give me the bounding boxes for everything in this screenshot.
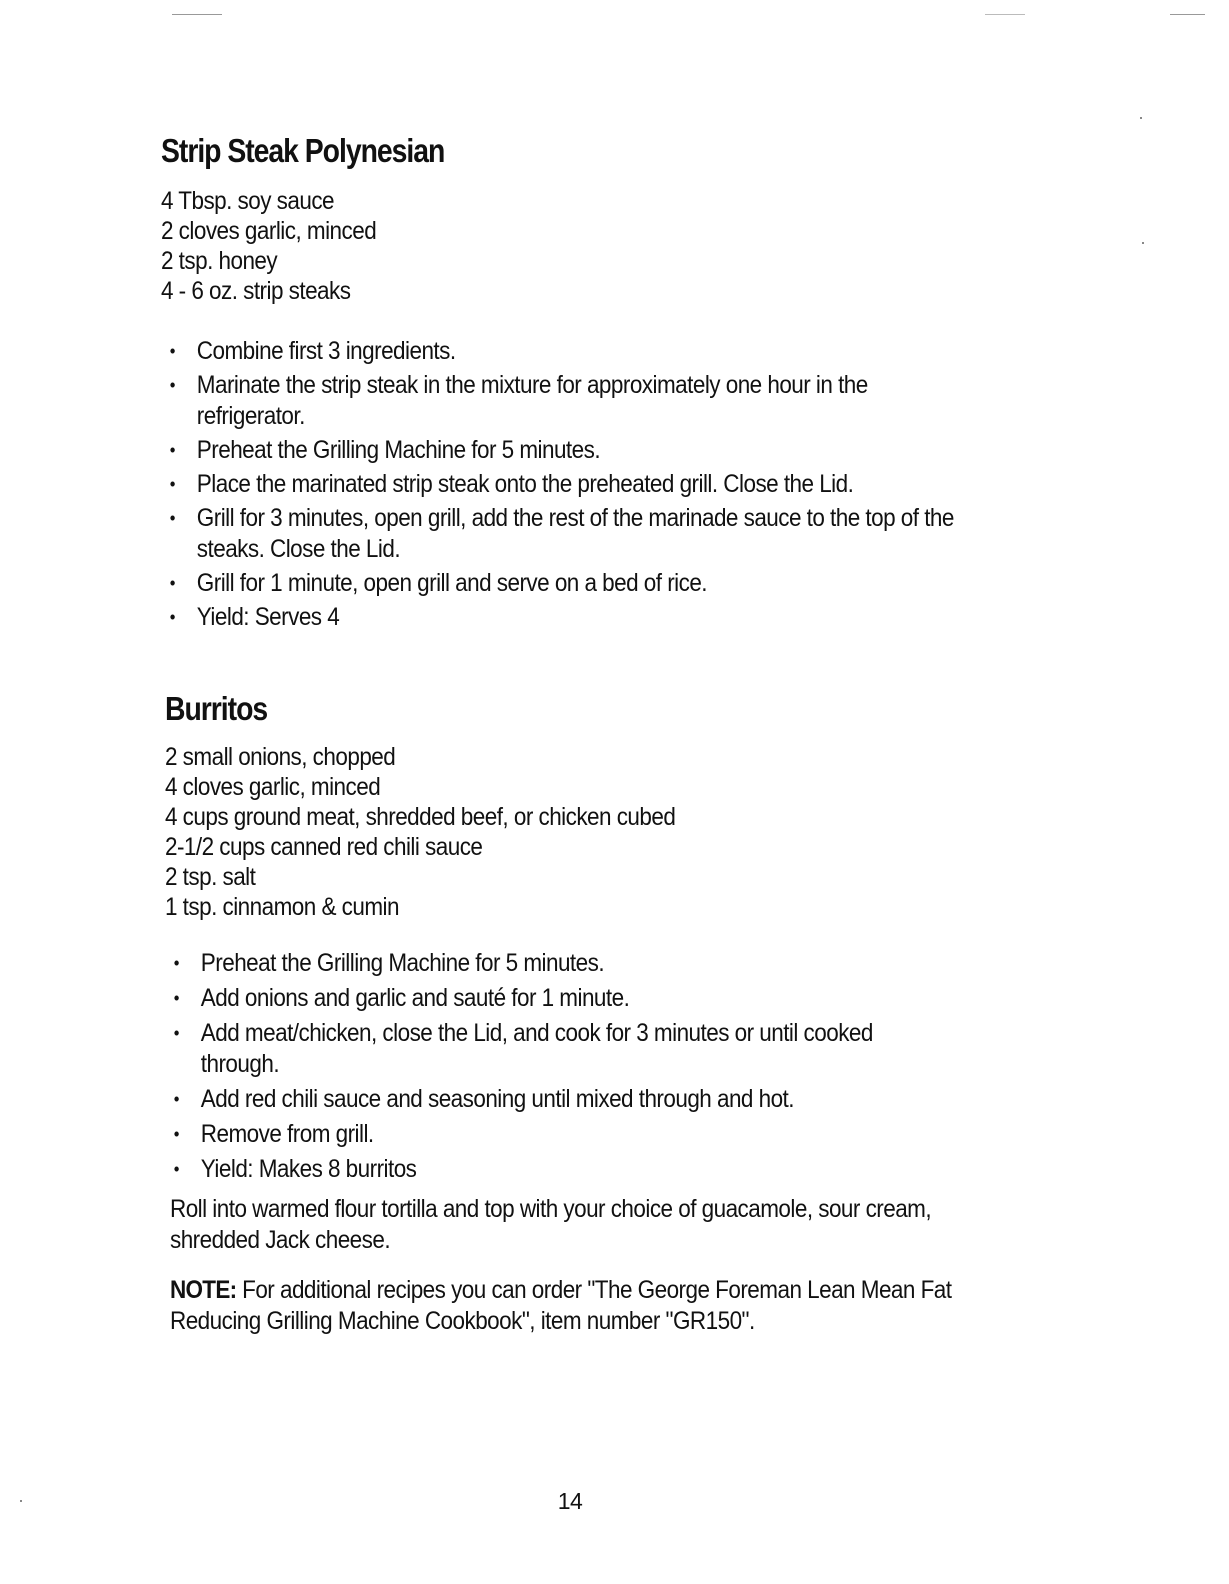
step-item: • Preheat the Grilling Machine for 5 minutes. xyxy=(172,948,946,979)
step-item: • Add red chili sauce and seasoning until mixed through and hot. xyxy=(172,1084,946,1115)
step-item: • Add onions and garlic and sauté for 1 minute. xyxy=(172,983,946,1014)
scan-artifact xyxy=(1142,242,1144,244)
page-number: 14 xyxy=(557,1488,583,1514)
scan-artifact xyxy=(172,14,222,15)
step-item: • Yield: Serves 4 xyxy=(168,602,978,633)
ingredient-list xyxy=(165,742,675,922)
note-text: For additional recipes you can order "The George Foreman Lean Mean Fat Reducing Grilling Machine Cookbook", item number "GR150". xyxy=(170,1276,952,1335)
step-list xyxy=(168,336,978,633)
step-item: • Yield: Makes 8 burritos xyxy=(172,1154,946,1185)
recipe-title: Strip Steak Polynesian xyxy=(161,132,445,169)
step-item: • Combine first 3 ingredients. xyxy=(168,336,978,367)
scan-artifact xyxy=(1140,117,1142,119)
step-item: • Marinate the strip steak in the mixture for approximately one hour in the refrigerator. xyxy=(168,370,978,432)
additional-recipes-note xyxy=(170,1275,962,1337)
recipe-title: Burritos xyxy=(165,690,268,727)
note-label: NOTE: xyxy=(170,1276,237,1304)
ingredient-item: 4 Tbsp. soy sauce xyxy=(161,187,335,215)
step-list xyxy=(172,948,946,1185)
step-item: • Remove from grill. xyxy=(172,1119,946,1150)
step-item: • Add meat/chicken, close the Lid, and cook for 3 minutes or until cooked through. xyxy=(172,1018,946,1080)
step-item: • Grill for 3 minutes, open grill, add the rest of the marinade sauce to the top of the steaks. Close the Lid. xyxy=(168,503,978,565)
ingredient-item: 4 cups ground meat, shredded beef, or chicken cubed xyxy=(165,803,676,831)
ingredient-list xyxy=(161,186,376,306)
step-item: • Place the marinated strip steak onto the preheated grill. Close the Lid. xyxy=(168,469,978,500)
step-item: • Preheat the Grilling Machine for 5 minutes. xyxy=(168,435,978,466)
scan-artifact xyxy=(985,14,1025,15)
ingredient-item: 2 cloves garlic, minced xyxy=(161,217,377,245)
serving-note: Roll into warmed flour tortilla and top with your choice of guacamole, sour cream, shredded Jack cheese. xyxy=(170,1195,932,1254)
scan-artifact xyxy=(1170,14,1205,15)
ingredient-item: 2 tsp. salt xyxy=(165,863,256,891)
ingredient-item: 4 cloves garlic, minced xyxy=(165,773,381,801)
step-item: • Grill for 1 minute, open grill and serve on a bed of rice. xyxy=(168,568,978,599)
ingredient-item: 4 - 6 oz. strip steaks xyxy=(161,277,351,305)
ingredient-item: 2 tsp. honey xyxy=(161,247,278,275)
ingredient-item: 2-1/2 cups canned red chili sauce xyxy=(165,833,483,861)
ingredient-item: 1 tsp. cinnamon & cumin xyxy=(165,893,399,921)
ingredient-item: 2 small onions, chopped xyxy=(165,743,396,771)
